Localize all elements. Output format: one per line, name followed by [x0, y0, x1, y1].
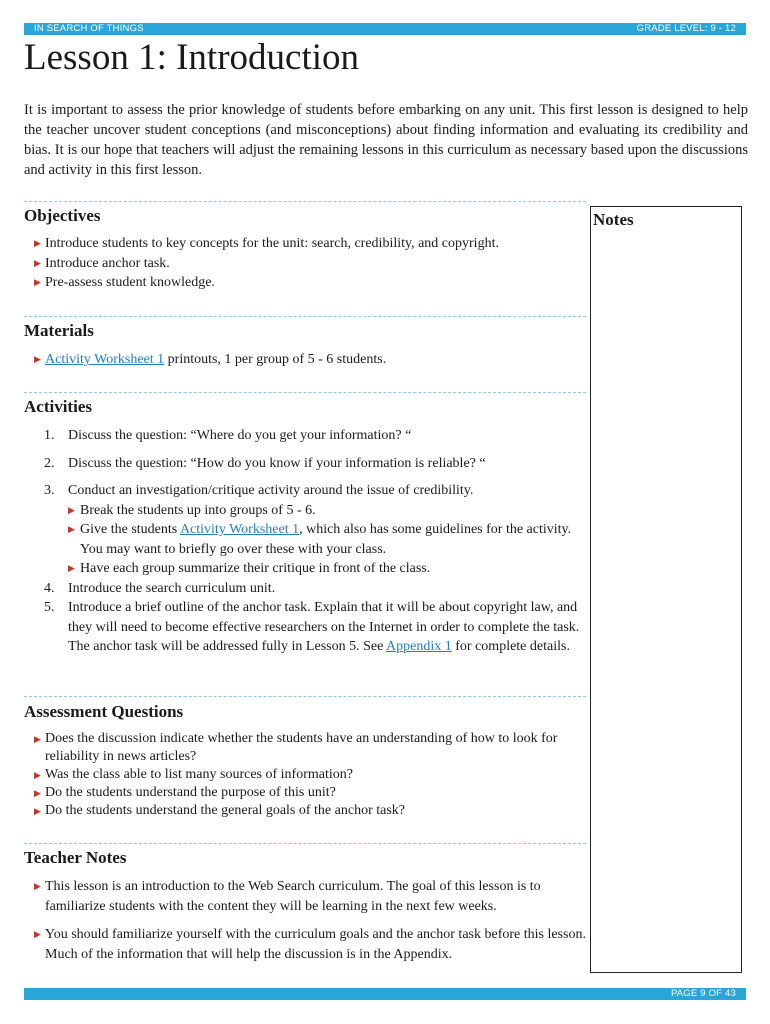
activities-section: [24, 396, 586, 657]
materials-section: [24, 320, 586, 370]
bullet-arrow-icon: ▶: [34, 277, 41, 287]
section-divider: [24, 316, 586, 317]
list-item: 5. Introduce a brief outline of the anchor task. Explain that it will be about copyright law, and they will need to become effective researchers on the Internet in order to complete the task. The anchor task will be addressed fully in Lesson 5. See Appendix 1 for complete details.: [44, 600, 580, 654]
series-title: IN SEARCH OF THINGS: [34, 23, 144, 34]
list-item: ▶ Does the discussion indicate whether the students have an understanding of how to look for reliability in news articles?: [34, 731, 558, 764]
section-divider: [24, 392, 586, 393]
list-item: ▶ Introduce students to key concepts for the unit: search, credibility, and copyright.: [24, 234, 586, 254]
activities-heading: Activities: [24, 397, 92, 416]
bullet-arrow-icon: ▶: [68, 524, 75, 534]
list-item: ▶ Give the students Activity Worksheet 1, which also has some guidelines for the activity. You may want to briefly go over these with your class.: [68, 522, 572, 557]
bullet-arrow-icon: ▶: [68, 504, 75, 515]
list-item: 1. Discuss the question: “Where do you get your information? “: [44, 428, 412, 443]
bullet-arrow-icon: ▶: [34, 788, 41, 798]
intro-paragraph: It is important to assess the prior knowledge of students before embarking on any unit. This first lesson is designed to help the teacher uncover student conceptions (and misconceptions) about finding information and evaluating its credibility and bias. It is our hope that teachers will adjust the remaining lessons in this curriculum as necessary based upon the discussions and activity in this first lesson.: [24, 102, 748, 178]
appendix-link[interactable]: Appendix 1: [386, 639, 452, 654]
sub-list: [68, 501, 586, 579]
list-item: ▶ Activity Worksheet 1 printouts, 1 per group of 5 - 6 students.: [24, 350, 586, 370]
page-title: Lesson 1: Introduction: [24, 37, 360, 78]
bullet-arrow-icon: ▶: [34, 881, 41, 891]
bullet-arrow-icon: ▶: [34, 354, 41, 364]
bullet-arrow-icon: ▶: [34, 806, 41, 816]
bullet-arrow-icon: ▶: [34, 770, 41, 780]
objectives-section: [24, 205, 586, 293]
objectives-heading: Objectives: [24, 206, 101, 225]
list-item: 3. Conduct an investigation/critique activity around the issue of credibility. ▶ Break the students up into groups of 5 - 6. ▶ Give the students Activity Worksheet 1, which also has some guidelines for the activity. You may want to briefly go over these with your class. ▶ Have each group summarize their critique in front of the class.: [24, 481, 586, 579]
objectives-list: [24, 234, 586, 293]
bullet-arrow-icon: ▶: [68, 563, 75, 573]
bullet-arrow-icon: ▶: [34, 929, 41, 939]
bullet-arrow-icon: ▶: [34, 257, 41, 268]
grade-level: GRADE LEVEL: 9 - 12: [636, 23, 736, 34]
list-item: ▶ Pre-assess student knowledge.: [24, 273, 586, 293]
list-item: ▶ Was the class able to list many sources of information?: [24, 766, 586, 784]
bullet-arrow-icon: ▶: [34, 734, 41, 744]
list-item: ▶ You should familiarize yourself with the curriculum goals and the anchor task before this lesson. Much of the information that will help the discussion is in the Appendix.: [34, 927, 586, 962]
page-number: PAGE 9 OF 43: [670, 988, 736, 999]
materials-list: [24, 350, 586, 370]
footer-bar: [24, 988, 746, 1000]
list-item: 2. Discuss the question: “How do you know if your information is reliable? “: [44, 455, 486, 471]
assessment-heading: Assessment Questions: [24, 702, 184, 721]
list-item: ▶ Do the students understand the purpose of this unit?: [24, 784, 586, 802]
list-item: ▶ This lesson is an introduction to the Web Search curriculum. The goal of this lesson is to familiarize students with the content they will be learning in the next few weeks.: [34, 879, 541, 914]
bullet-arrow-icon: ▶: [34, 238, 41, 248]
teacher-notes-section: [24, 847, 586, 964]
list-item: ▶ Introduce anchor task.: [24, 254, 586, 274]
notes-heading: Notes: [593, 210, 634, 229]
list-item: ▶ Have each group summarize their critique in front of the class.: [68, 559, 586, 579]
materials-heading: Materials: [24, 321, 94, 340]
assessment-section: [24, 701, 586, 820]
section-divider: [24, 843, 586, 844]
list-item: ▶ Do the students understand the general goals of the anchor task?: [24, 802, 586, 820]
section-divider: [24, 201, 586, 202]
activity-worksheet-link[interactable]: Activity Worksheet 1: [179, 522, 300, 537]
list-item: 4. Introduce the search curriculum unit.: [44, 580, 276, 596]
assessment-list: [24, 730, 586, 820]
notes-box: [590, 206, 742, 973]
section-divider: [24, 696, 586, 697]
teacher-notes-heading: Teacher Notes: [24, 848, 127, 867]
list-item: ▶ Break the students up into groups of 5 - 6.: [68, 501, 586, 521]
header-bar: [24, 23, 746, 35]
activities-list: [24, 426, 586, 657]
activity-worksheet-link[interactable]: Activity Worksheet 1: [45, 352, 165, 367]
teacher-notes-list: [24, 877, 586, 964]
